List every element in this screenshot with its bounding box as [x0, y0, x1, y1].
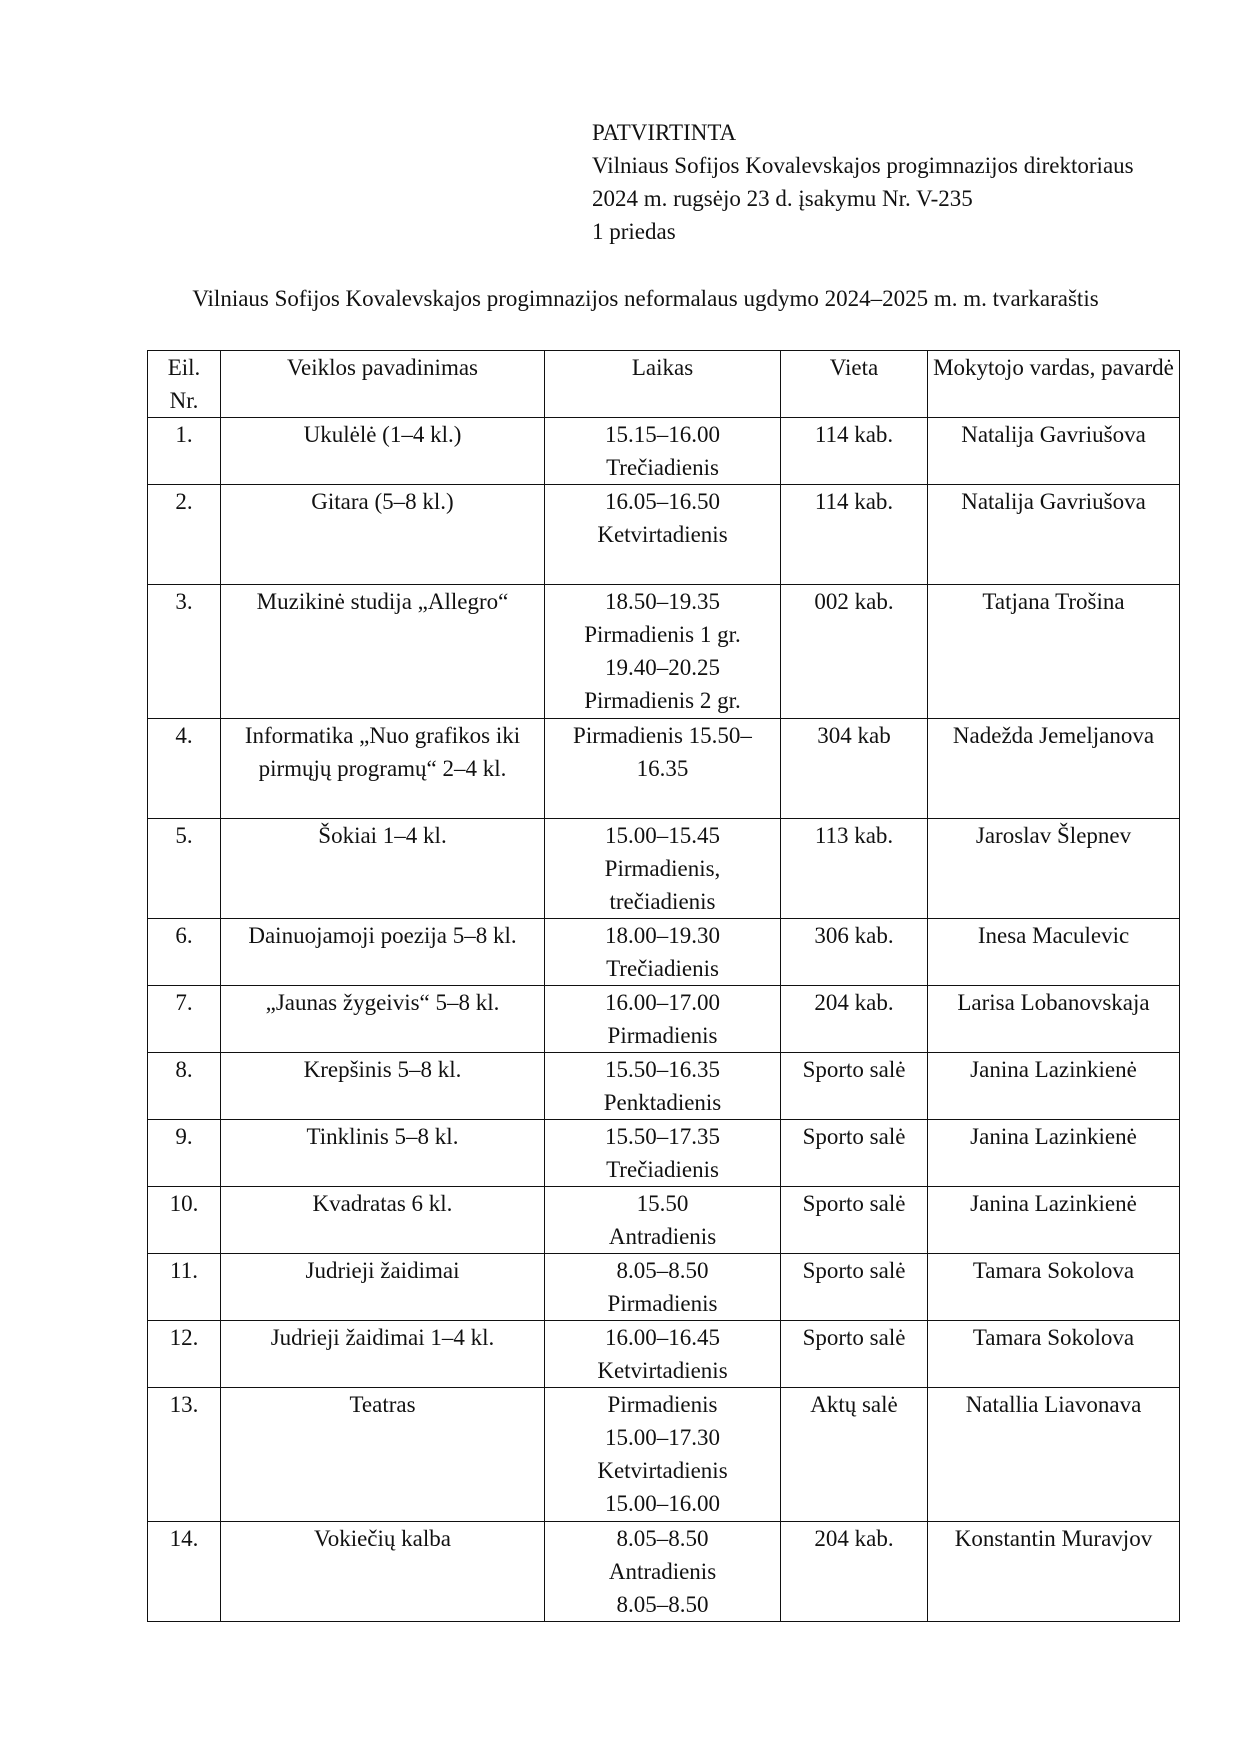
table-row	[148, 1522, 1180, 1622]
cell-teacher: Jaroslav Šlepnev	[928, 819, 1180, 919]
time-line: Penktadienis	[603, 1090, 722, 1115]
approval-line: 1 priedas	[592, 219, 676, 244]
table-row	[148, 1053, 1180, 1120]
cell-nr: 1.	[148, 418, 221, 485]
approval-line: 2024 m. rugsėjo 23 d. įsakymu Nr. V-235	[592, 186, 973, 211]
cell-activity: Vokiečių kalba	[221, 1522, 545, 1622]
cell-activity: Krepšinis 5–8 kl.	[221, 1053, 545, 1120]
time-line: Ketvirtadienis	[597, 1458, 728, 1483]
cell-nr: 7.	[148, 986, 221, 1053]
time-line: 16.00–16.45	[605, 1325, 720, 1350]
document-title: Vilniaus Sofijos Kovalevskajos progimnazijos neformalaus ugdymo 2024–2025 m. m. tvarkaraštis	[192, 286, 1099, 311]
time-line: trečiadienis	[609, 889, 716, 914]
cell-time	[545, 1388, 781, 1522]
cell-nr: 8.	[148, 1053, 221, 1120]
time-line: 18.50–19.35	[605, 589, 720, 614]
cell-place: 114 kab.	[781, 485, 928, 585]
cell-time	[545, 585, 781, 719]
cell-nr: 12.	[148, 1321, 221, 1388]
time-line: 15.00–17.30	[605, 1425, 720, 1450]
cell-activity: Kvadratas 6 kl.	[221, 1187, 545, 1254]
header-teacher: Mokytojo vardas, pavardė	[928, 351, 1180, 418]
table-header-row	[148, 351, 1180, 418]
table-row	[148, 719, 1180, 819]
time-line: Pirmadienis	[607, 1291, 718, 1316]
header-place: Vieta	[781, 351, 928, 418]
cell-teacher: Janina Lazinkienė	[928, 1187, 1180, 1254]
cell-activity: Judrieji žaidimai	[221, 1254, 545, 1321]
cell-teacher: Tamara Sokolova	[928, 1254, 1180, 1321]
time-line: 8.05–8.50	[616, 1592, 709, 1617]
approval-line: Vilniaus Sofijos Kovalevskajos progimnazijos direktoriaus	[592, 153, 1134, 178]
cell-teacher: Natalija Gavriušova	[928, 418, 1180, 485]
cell-nr: 4.	[148, 719, 221, 819]
header-time: Laikas	[545, 351, 781, 418]
time-line: Ketvirtadienis	[597, 522, 728, 547]
cell-time	[545, 986, 781, 1053]
cell-activity: Šokiai 1–4 kl.	[221, 819, 545, 919]
cell-place: 002 kab.	[781, 585, 928, 719]
table-row	[148, 1187, 1180, 1254]
cell-place: 304 kab	[781, 719, 928, 819]
table-body	[148, 418, 1180, 1622]
cell-place: 114 kab.	[781, 418, 928, 485]
cell-activity: Judrieji žaidimai 1–4 kl.	[221, 1321, 545, 1388]
table-row	[148, 1254, 1180, 1321]
time-line: 16.00–17.00	[605, 990, 720, 1015]
table-row	[148, 986, 1180, 1053]
time-line: Pirmadienis,	[604, 856, 721, 881]
cell-place: Sporto salė	[781, 1053, 928, 1120]
time-line: Ketvirtadienis	[597, 1358, 728, 1383]
time-line: 19.40–20.25	[605, 655, 720, 680]
cell-time	[545, 1053, 781, 1120]
cell-time	[545, 719, 781, 819]
cell-nr: 10.	[148, 1187, 221, 1254]
table-row	[148, 1120, 1180, 1187]
table-row	[148, 919, 1180, 986]
cell-time	[545, 418, 781, 485]
time-line: Pirmadienis 15.50–16.35	[573, 723, 752, 781]
time-line: 18.00–19.30	[605, 923, 720, 948]
time-line: 15.50–17.35	[605, 1124, 720, 1149]
cell-place: 306 kab.	[781, 919, 928, 986]
cell-teacher: Tamara Sokolova	[928, 1321, 1180, 1388]
cell-place: 204 kab.	[781, 986, 928, 1053]
cell-time	[545, 485, 781, 585]
cell-teacher: Inesa Maculevic	[928, 919, 1180, 986]
time-line: Trečiadienis	[606, 956, 719, 981]
cell-activity: Muzikinė studija „Allegro“	[221, 585, 545, 719]
cell-activity: Ukulėlė (1–4 kl.)	[221, 418, 545, 485]
table-row	[148, 418, 1180, 485]
cell-teacher: Nadežda Jemeljanova	[928, 719, 1180, 819]
cell-nr: 9.	[148, 1120, 221, 1187]
cell-nr: 6.	[148, 919, 221, 986]
time-line: Trečiadienis	[606, 455, 719, 480]
cell-teacher: Natallia Liavonava	[928, 1388, 1180, 1522]
time-line: Pirmadienis 2 gr.	[584, 688, 741, 713]
cell-place: 113 kab.	[781, 819, 928, 919]
time-line: 15.00–16.00	[605, 1491, 720, 1516]
cell-nr: 5.	[148, 819, 221, 919]
cell-teacher: Janina Lazinkienė	[928, 1053, 1180, 1120]
cell-time	[545, 819, 781, 919]
cell-activity: Gitara (5–8 kl.)	[221, 485, 545, 585]
cell-nr: 13.	[148, 1388, 221, 1522]
cell-teacher: Larisa Lobanovskaja	[928, 986, 1180, 1053]
cell-time	[545, 1187, 781, 1254]
time-line: 8.05–8.50	[616, 1258, 709, 1283]
cell-place: Sporto salė	[781, 1120, 928, 1187]
time-line: Pirmadienis	[607, 1392, 718, 1417]
time-line: Trečiadienis	[606, 1157, 719, 1182]
cell-nr: 11.	[148, 1254, 221, 1321]
cell-teacher: Konstantin Muravjov	[928, 1522, 1180, 1622]
table-row	[148, 585, 1180, 719]
cell-activity: Tinklinis 5–8 kl.	[221, 1120, 545, 1187]
time-line: 15.50–16.35	[605, 1057, 720, 1082]
cell-activity: „Jaunas žygeivis“ 5–8 kl.	[221, 986, 545, 1053]
time-line: 15.15–16.00	[605, 422, 720, 447]
time-line: Pirmadienis 1 gr.	[584, 622, 741, 647]
cell-place: Sporto salė	[781, 1187, 928, 1254]
cell-time	[545, 1254, 781, 1321]
cell-place: 204 kab.	[781, 1522, 928, 1622]
cell-nr: 2.	[148, 485, 221, 585]
header-nr: Eil. Nr.	[148, 351, 221, 418]
cell-place: Sporto salė	[781, 1321, 928, 1388]
cell-time	[545, 1522, 781, 1622]
cell-activity: Dainuojamoji poezija 5–8 kl.	[221, 919, 545, 986]
time-line: 16.05–16.50	[605, 489, 720, 514]
cell-teacher: Janina Lazinkienė	[928, 1120, 1180, 1187]
table-row	[148, 819, 1180, 919]
cell-activity: Teatras	[221, 1388, 545, 1522]
time-line: 15.00–15.45	[605, 823, 720, 848]
cell-time	[545, 1321, 781, 1388]
table-row	[148, 1321, 1180, 1388]
cell-time	[545, 919, 781, 986]
cell-time	[545, 1120, 781, 1187]
cell-place: Sporto salė	[781, 1254, 928, 1321]
schedule-table	[147, 350, 1180, 1622]
cell-teacher: Natalija Gavriušova	[928, 485, 1180, 585]
time-line: 15.50	[636, 1191, 689, 1216]
approval-line: PATVIRTINTA	[592, 120, 737, 145]
time-line: 8.05–8.50	[616, 1526, 709, 1551]
cell-nr: 3.	[148, 585, 221, 719]
table-row	[148, 485, 1180, 585]
time-line: Pirmadienis	[607, 1023, 718, 1048]
cell-nr: 14.	[148, 1522, 221, 1622]
cell-teacher: Tatjana Trošina	[928, 585, 1180, 719]
cell-activity: Informatika „Nuo grafikos iki pirmųjų programų“ 2–4 kl.	[221, 719, 545, 819]
approval-block	[592, 116, 1134, 248]
time-line: Antradienis	[608, 1559, 717, 1584]
header-activity: Veiklos pavadinimas	[221, 351, 545, 418]
table-row	[148, 1388, 1180, 1522]
time-line: Antradienis	[608, 1224, 717, 1249]
cell-place: Aktų salė	[781, 1388, 928, 1522]
